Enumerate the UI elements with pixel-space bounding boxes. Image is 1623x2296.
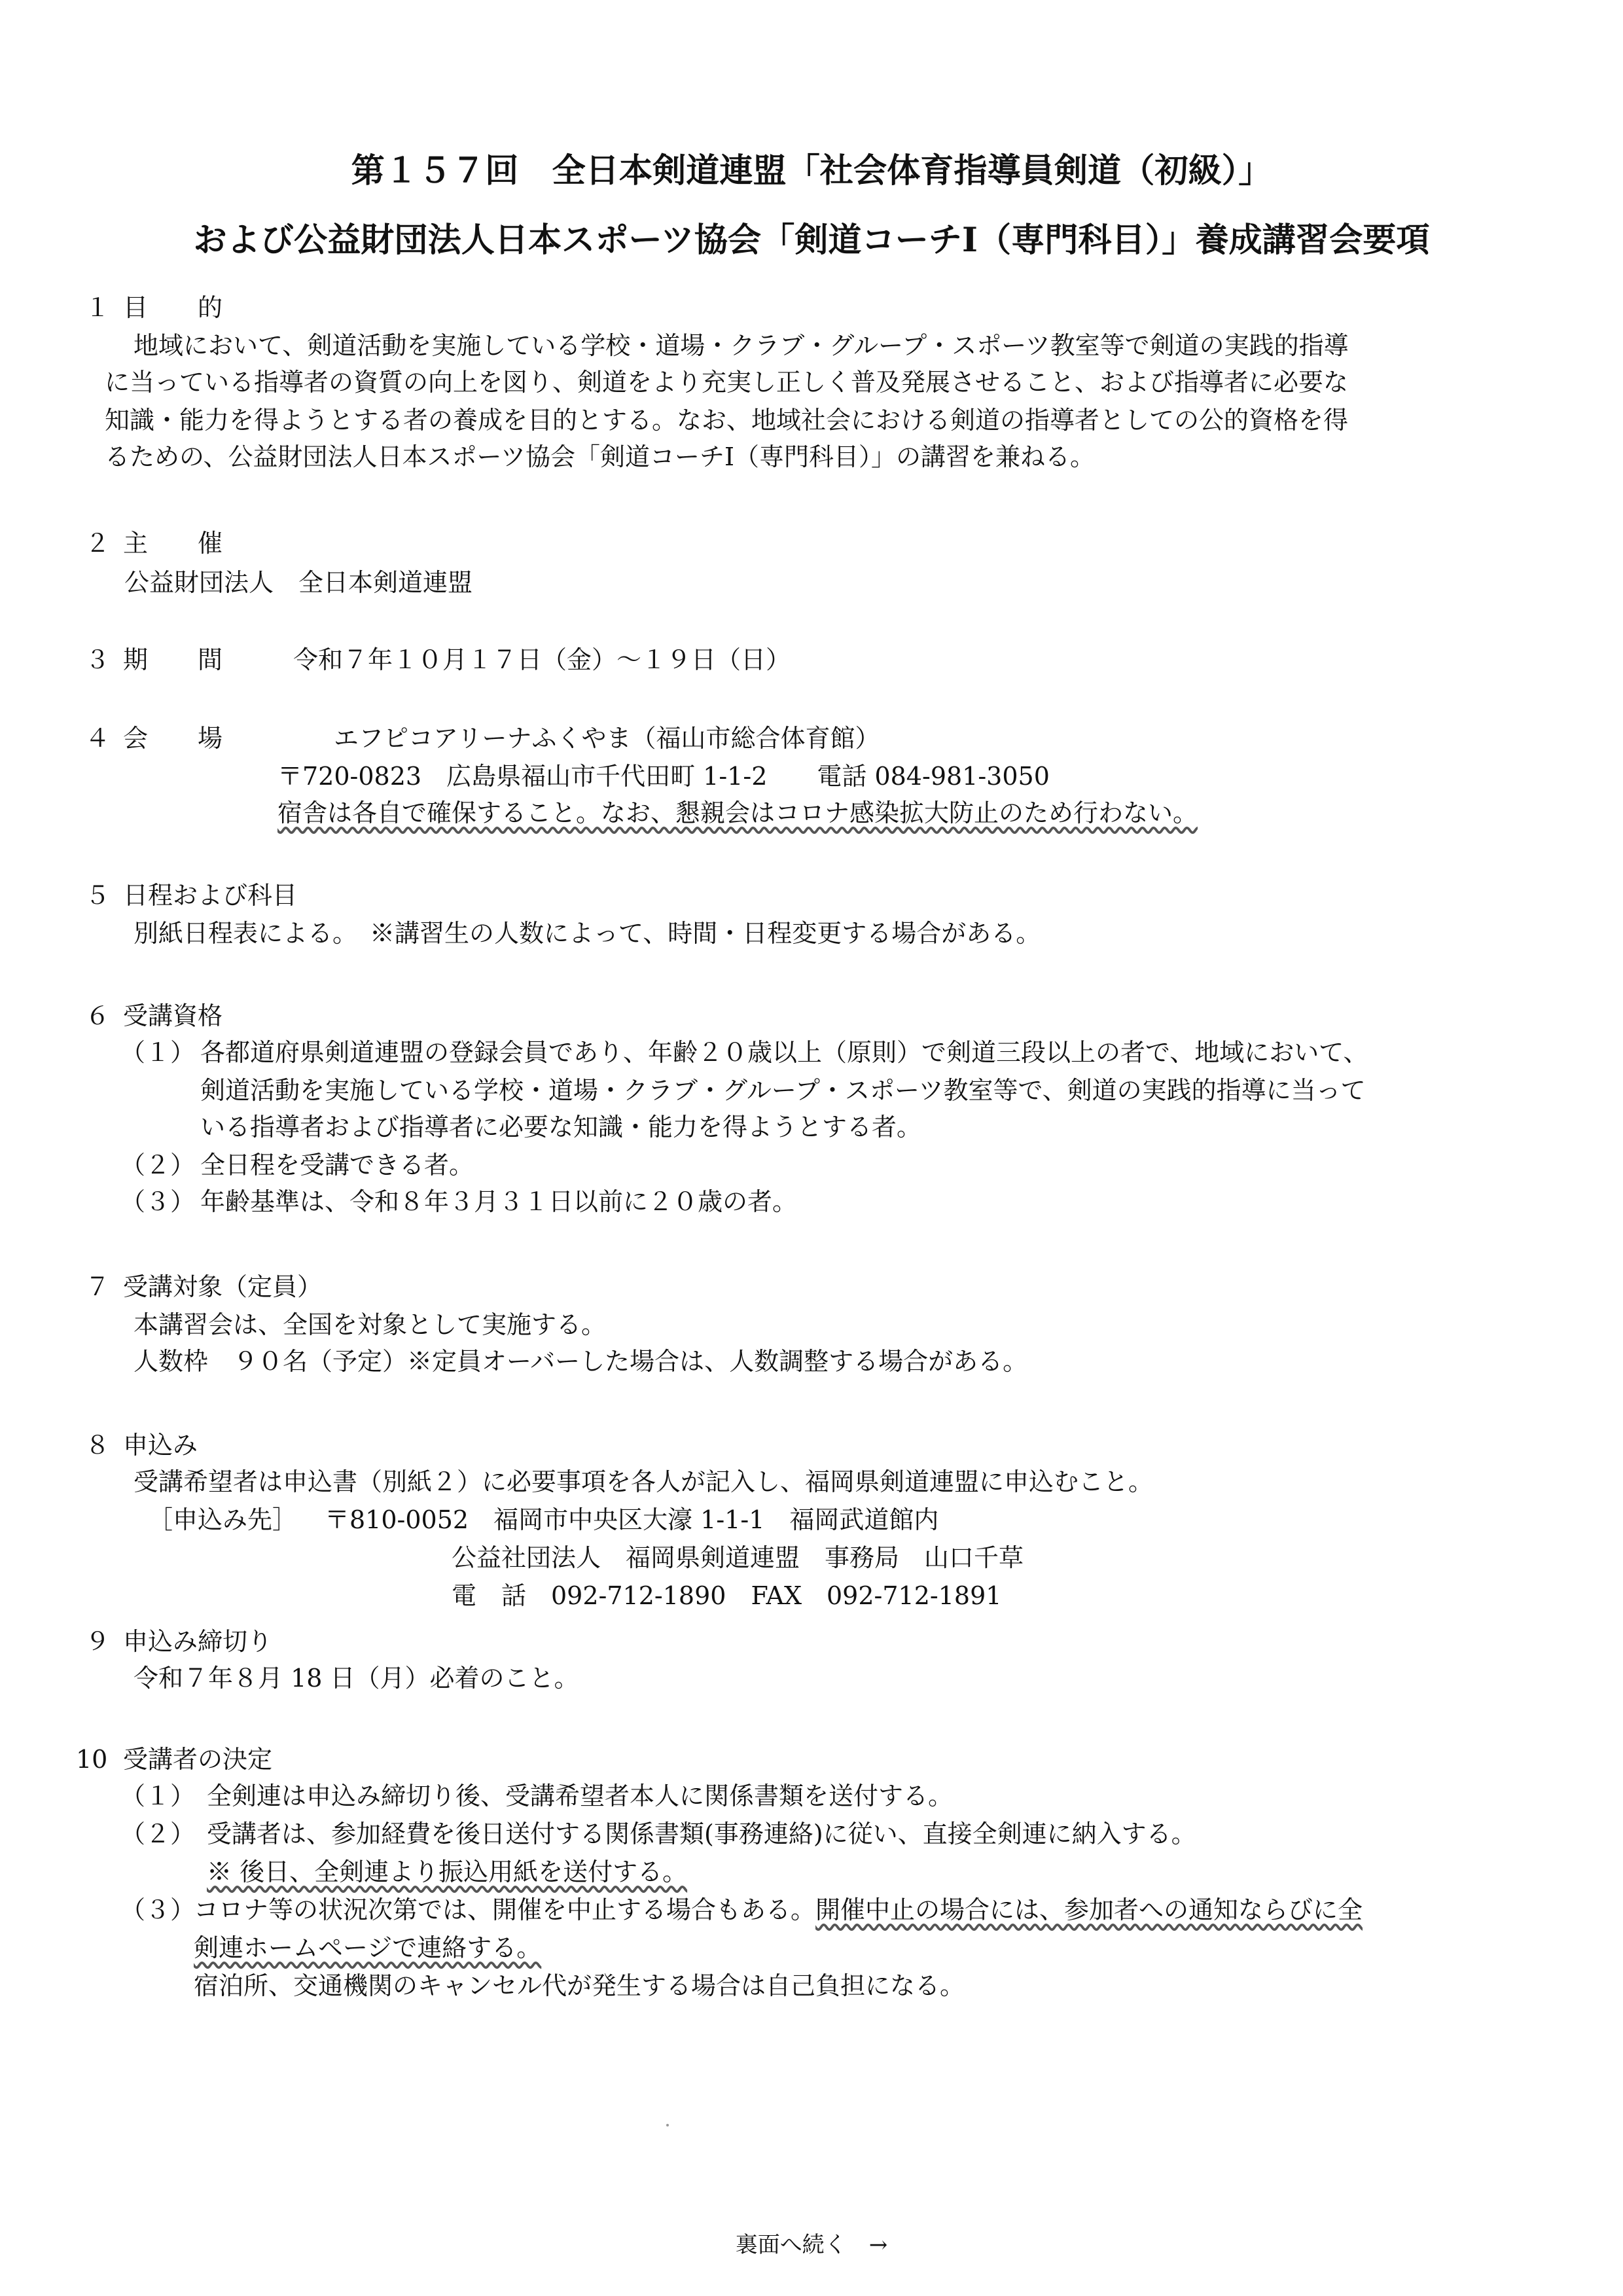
item-text: 受講者は、参加経費を後日送付する関係書類(事務連絡)に従い、直接全剣連に納入する。 (207, 1820, 1196, 1848)
paragraph-line: るための、公益財団法人日本スポーツ協会「剣道コーチⅠ（専門科目）」の講習を兼ねる。 (105, 442, 1095, 471)
item-label: （１） (120, 1038, 196, 1067)
section-number: ７ (85, 1272, 111, 1301)
item-label: （２） (120, 1820, 196, 1848)
document-title-line1: 第１５７回 全日本剣道連盟「社会体育指導員剣道（初級）」 (351, 151, 1272, 190)
cancellation-text: コロナ等の状況次第では、開催を中止する場合もある。 (194, 1895, 816, 1924)
item-label: （１） (120, 1782, 196, 1810)
item-text: 全剣連は申込み締切り後、受講希望者本人に関係書類を送付する。 (207, 1782, 954, 1810)
section-heading: 会 場 (123, 724, 223, 753)
destination-org: 公益社団法人 福岡県剣道連盟 事務局 山口千草 (452, 1543, 1024, 1572)
section-heading: 期 間 (123, 645, 223, 674)
paragraph-line: 地域において、剣道活動を実施している学校・道場・クラブ・グループ・スポーツ教室等で剣道の実践的指導 (134, 331, 1349, 360)
continued-on-back: 裏面へ続く → (735, 2232, 888, 2258)
organizer-text: 公益財団法人 全日本剣道連盟 (124, 568, 473, 597)
venue-name: エフピコアリーナふくやま（福山市総合体育館） (334, 724, 880, 753)
item-text (194, 1894, 1363, 1926)
section-heading: 申込み締切り (123, 1627, 273, 1656)
section-heading: 日程および科目 (123, 881, 298, 910)
scan-speck (666, 2124, 669, 2126)
payment-note: ※ 後日、全剣連より振込用紙を送付する。 (207, 1857, 688, 1886)
destination-phone: 電 話 092-712-1890 FAX 092-712-1891 (452, 1581, 1002, 1610)
item-label: （３） (120, 1187, 196, 1216)
section-number: ８ (85, 1431, 111, 1460)
section-heading: 申込み (123, 1431, 198, 1460)
section-number: 10 (76, 1745, 108, 1774)
venue-address: 〒720-0823 広島県福山市千代田町 1-1-2 電話 084-981-3050 (277, 762, 1050, 791)
destination-label: ［申込み先］ (148, 1505, 298, 1534)
item-text: 全日程を受講できる者。 (200, 1151, 474, 1179)
paragraph-line: 知識・能力を得ようとする者の養成を目的とする。なお、地域社会における剣道の指導者としての公的資格を得 (105, 406, 1349, 435)
application-text: 受講希望者は申込書（別紙２）に必要事項を各人が記入し、福岡県剣道連盟に申込むこと。 (134, 1467, 1154, 1496)
section-heading: 受講対象（定員） (123, 1272, 323, 1301)
item-text: 各都道府県剣道連盟の登録会員であり、年齢２０歳以上（原則）で剣道三段以上の者で、地域において、 (200, 1038, 1368, 1067)
schedule-text: 別紙日程表による。 ※講習生の人数によって、時間・日程変更する場合がある。 (134, 919, 1041, 948)
deadline-text: 令和７年８月 18 日（月）必着のこと。 (134, 1664, 579, 1693)
cancellation-cost-text: 宿泊所、交通機関のキャンセル代が発生する場合は自己負担になる。 (194, 1971, 965, 2000)
section-number: １ (85, 293, 111, 322)
paragraph-line: に当っている指導者の資質の向上を図り、剣道をより充実し正しく普及発展させること、および指導者に必要な (105, 368, 1349, 397)
target-text: 本講習会は、全国を対象として実施する。 (134, 1310, 607, 1339)
item-label: （２） (120, 1151, 196, 1179)
section-heading: 受講資格 (123, 1001, 223, 1030)
document-title-line2: および公益財団法人日本スポーツ協会「剣道コーチⅠ（専門科目）」養成講習会要項 (193, 221, 1430, 260)
section-number: ４ (85, 724, 111, 753)
section-heading: 目 的 (123, 293, 223, 322)
section-number: ９ (85, 1627, 111, 1656)
item-text: 年齢基準は、令和８年３月３１日以前に２０歳の者。 (200, 1187, 798, 1216)
item-label: （３） (120, 1895, 196, 1924)
section-number: ６ (85, 1001, 111, 1030)
period-text: 令和７年１０月１７日（金）～１９日（日） (293, 645, 791, 674)
section-heading: 主 催 (123, 529, 223, 558)
cancellation-notice: 開催中止の場合には、参加者への通知ならびに全 (815, 1895, 1363, 1924)
cancellation-notice-cont: 剣連ホームページで連絡する。 (194, 1933, 542, 1962)
section-number: ２ (85, 529, 111, 558)
venue-note: 宿舎は各自で確保すること。なお、懇親会はコロナ感染拡大防止のため行わない。 (277, 798, 1198, 827)
capacity-text: 人数枠 ９０名（予定）※定員オーバーした場合は、人数調整する場合がある。 (134, 1347, 1028, 1376)
section-heading: 受講者の決定 (123, 1745, 273, 1774)
section-number: ５ (85, 881, 111, 910)
item-text: 剣道活動を実施している学校・道場・クラブ・グループ・スポーツ教室等で、剣道の実践的指導に当って (200, 1076, 1366, 1105)
item-text: いる指導者および指導者に必要な知識・能力を得ようとする者。 (200, 1113, 922, 1141)
destination-address: 〒810-0052 福岡市中央区大濠 1-1-1 福岡武道館内 (325, 1505, 939, 1534)
section-number: ３ (85, 645, 111, 674)
